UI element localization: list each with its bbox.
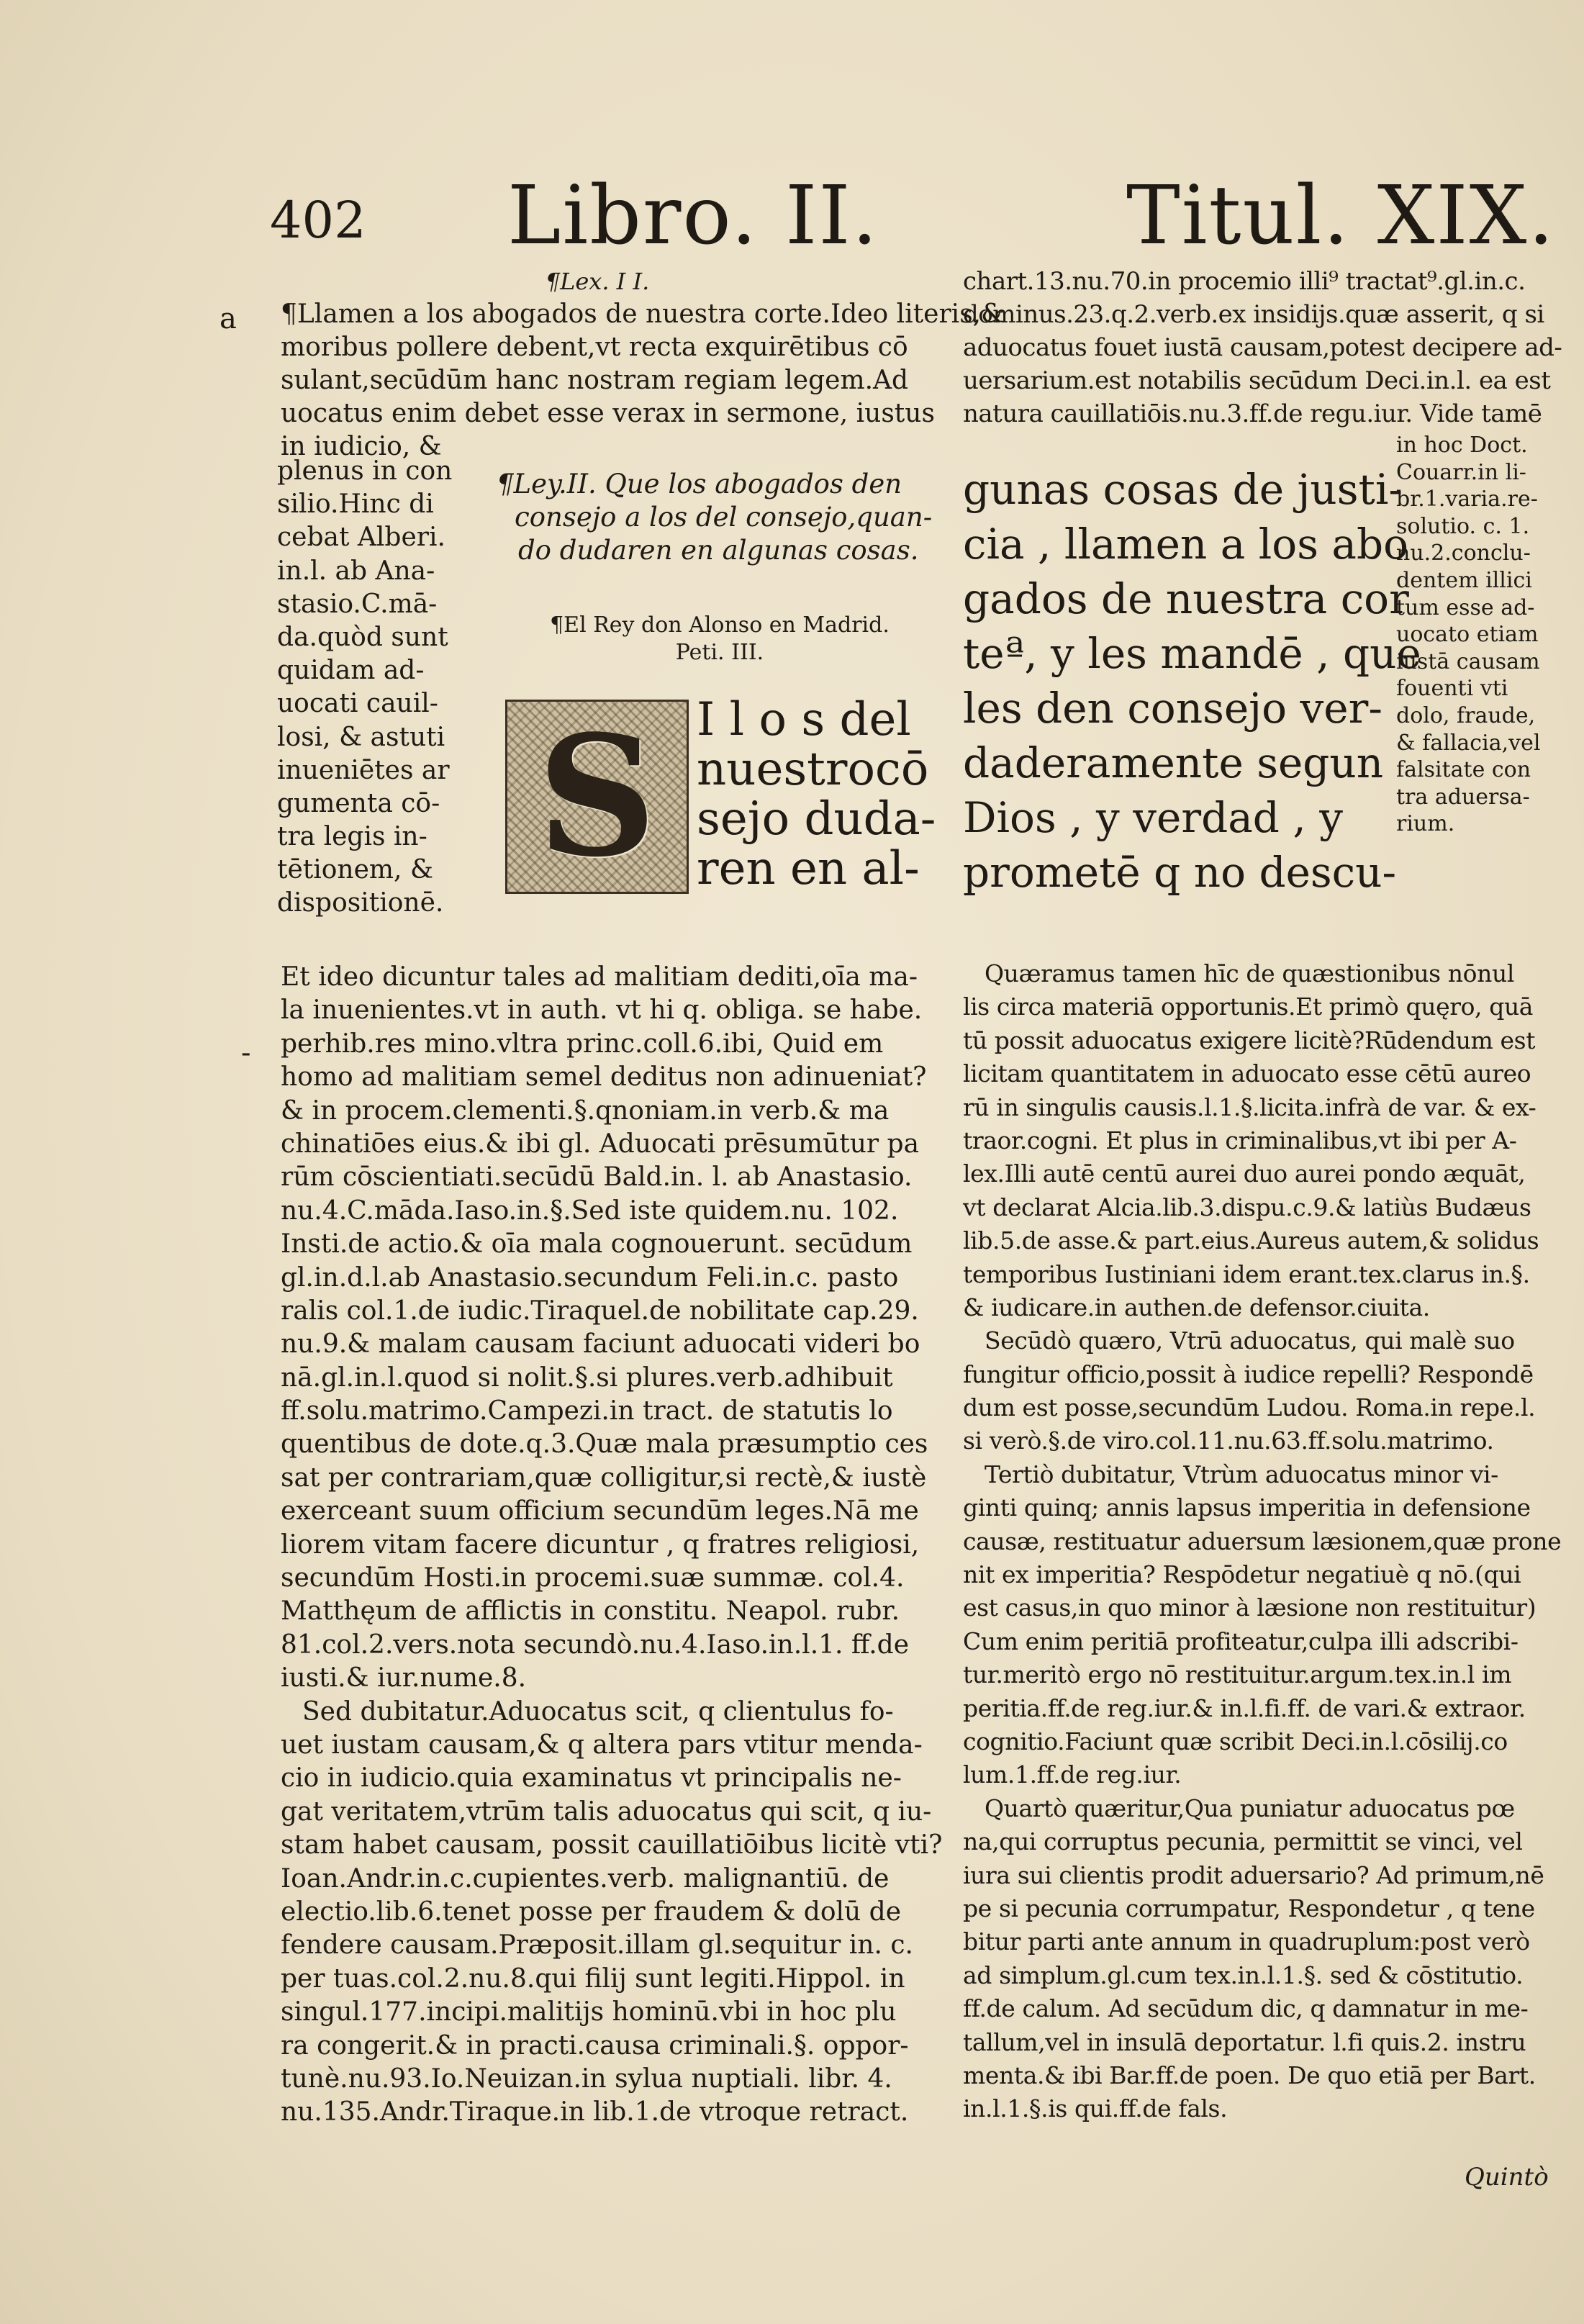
text-line: tur.meritò ergo nō restituitur.argum.tex.in.l im	[963, 1660, 1512, 1689]
right-column-gloss	[963, 957, 1582, 2126]
text-line: dum est posse,secundūm Ludou. Roma.in repe.l.	[963, 1393, 1536, 1422]
text-line: Secūdò quæro, Vtrū aduocatus, qui malè suo	[985, 1326, 1515, 1355]
text-line: stam habet causam, possit cauillatiōibus licitè vti?	[281, 1830, 943, 1860]
text-line: falsitate con	[1396, 757, 1531, 783]
law-heading-line: consejo a los del consejo,quan-	[515, 502, 933, 533]
text-line: nu.2.conclu-	[1396, 541, 1531, 566]
law-heading-line: ¶Ley.II. Que los abogados den	[497, 469, 902, 499]
law-text-continued	[963, 462, 1421, 900]
title-number: Titul. XIX.	[1126, 169, 1555, 263]
text-line: est casus,in quo minor à læsione non restituitur)	[963, 1593, 1537, 1622]
text-line: chinatiōes eius.& ibi gl. Aduocati prēsumūtur pa	[281, 1129, 920, 1159]
text-line: ff.de calum. Ad secūdum dic, q damnatur in me-	[963, 1994, 1529, 2023]
text-line: iura sui clientis prodit aduersario? Ad primum,nē	[963, 1860, 1544, 1889]
text-line: tunè.nu.93.Io.Neuizan.in sylua nuptiali. libr. 4.	[281, 2063, 892, 2094]
text-line: natura cauillatiōis.nu.3.ff.de regu.iur. Vide tamē	[963, 399, 1542, 428]
text-line: uocati cauil-	[277, 689, 438, 719]
law-text-line: prometē q no descu-	[963, 848, 1397, 897]
text-line: nā.gl.in.l.quod si nolit.§.si plures.verb.adhibuit	[281, 1362, 893, 1393]
text-line: Ioan.Andr.in.c.cupientes.verb. malignantiū. de	[281, 1863, 890, 1894]
text-line: in.l.1.§.is qui.ff.de fals.	[963, 2094, 1228, 2123]
margin-note-letter: a	[220, 302, 237, 335]
text-line: sat per contrariam,quæ colligitur,si rectè,& iustè	[281, 1462, 927, 1493]
text-line: stasio.C.mā-	[277, 589, 438, 619]
law-text-opening	[697, 693, 936, 895]
text-line: Matthęum de afflictis in constitu. Neapol. rubr.	[281, 1596, 900, 1627]
text-line: inueniētes ar	[277, 755, 450, 785]
margin-mark: -	[241, 1036, 251, 1070]
text-line: losi, & astuti	[277, 722, 445, 752]
law-text-line: Dios , y verdad , y	[963, 793, 1343, 842]
text-line: iustā causam	[1396, 648, 1540, 674]
text-line: fouenti vti	[1396, 676, 1508, 702]
text-line: dentem illici	[1396, 567, 1532, 593]
text-line: perhib.res mino.vltra princ.coll.6.ibi, Quid em	[281, 1028, 884, 1059]
law-text-line: I l o s del	[697, 693, 911, 746]
text-line: la inuenientes.vt in auth. vt hi q. obliga. se habe.	[281, 995, 923, 1026]
text-line: 81.col.2.vers.nota secundò.nu.4.Iaso.in.l.1. ff.de	[281, 1629, 910, 1660]
text-line: silio.Hinc di	[277, 489, 434, 520]
text-line: Couarr.in li-	[1396, 459, 1526, 485]
text-line: in iudicio, &	[281, 432, 442, 461]
text-line: uocatus enim debet esse verax in sermone, iustus	[281, 399, 935, 428]
text-line: tallum,vel in insulā deportatur. l.fi quis.2. instru	[963, 2027, 1526, 2056]
text-line: gat veritatem,vtrūm talis aduocatus qui scit, q iu-	[281, 1796, 932, 1827]
text-line: dispositionē.	[277, 888, 444, 918]
law-text-line: sejo duda-	[697, 792, 936, 846]
left-column-gloss-top	[281, 265, 1005, 464]
left-gloss-narrow	[277, 455, 475, 921]
text-line: cebat Alberi.	[277, 523, 445, 553]
text-line: lex.Illi autē centū aurei duo aurei pondo æquāt,	[963, 1159, 1526, 1188]
text-line: iusti.& iur.nume.8.	[281, 1663, 527, 1694]
catchword: Quintò	[1465, 2163, 1549, 2192]
text-line: aduocatus fouet iustā causam,potest decipere ad-	[963, 333, 1562, 362]
text-line: causæ, restituatur aduersum læsionem,quæ prone	[963, 1527, 1562, 1555]
text-line: cio in iudicio.quia examinatus vt principalis ne-	[281, 1763, 902, 1794]
text-line: tū possit aduocatus exigere licitè?Rūdendum est	[963, 1026, 1536, 1054]
text-line: vt declarat Alcia.lib.3.dispu.c.9.& latiùs Budæus	[963, 1193, 1531, 1221]
text-line: pe si pecunia corrumpatur, Respondetur , q tene	[963, 1894, 1535, 1922]
text-line: lib.5.de asse.& part.eius.Aureus autem,& solidus	[963, 1226, 1539, 1255]
text-line: ad simplum.gl.cum tex.in.l.1.§. sed & cōstitutio.	[963, 1961, 1524, 1989]
text-line: da.quòd sunt	[277, 622, 448, 652]
text-line: ¶Llamen a los abogados de nuestra corte.Ideo literis,&	[281, 299, 1005, 329]
law-text-line: gunas cosas de justi-	[963, 465, 1403, 514]
text-line: lis circa materiā opportunis.Et primò quęro, quā	[963, 993, 1534, 1021]
text-line: quentibus de dote.q.3.Quæ mala præsumptio ces	[281, 1429, 928, 1460]
text-line: rūm cōscientiati.secūdū Bald.in. l. ab Anastasio.	[281, 1162, 913, 1193]
text-line: per tuas.col.2.nu.8.qui filij sunt legiti.Hippol. in	[281, 1963, 905, 1994]
text-line: Cum enim peritiā profiteatur,culpa illi adscribi-	[963, 1627, 1519, 1655]
text-line: electio.lib.6.tenet posse per fraudem & dolū de	[281, 1896, 902, 1927]
law-text-line: daderamente segun	[963, 738, 1384, 787]
text-line: uocato etiam	[1396, 622, 1539, 648]
text-line: Quartò quæritur,Qua puniatur aduocatus pœ	[985, 1794, 1515, 1822]
text-line: dominus.23.q.2.verb.ex insidijs.quæ asserit, q si	[963, 300, 1544, 329]
text-line: bitur parti ante annum in quadruplum:post verò	[963, 1927, 1530, 1956]
text-line: na,qui corruptus pecunia, permittit se vinci, vel	[963, 1827, 1523, 1856]
law-heading	[497, 468, 933, 567]
text-line: gumenta cō-	[277, 788, 440, 818]
text-line: Et ideo dicuntur tales ad malitiam dediti,oīa ma-	[281, 962, 918, 992]
law-text-line: nuestrocō	[697, 743, 929, 796]
text-line: quidam ad-	[277, 656, 425, 686]
text-line: ra congerit.& in practi.causa criminali.§. oppor-	[281, 2030, 909, 2061]
text-line: br.1.varia.re-	[1396, 487, 1538, 512]
text-line: chart.13.nu.70.in procemio illi⁹ tractat⁹.gl.in.c.	[963, 267, 1526, 296]
text-line: secundūm Hosti.in procemi.suæ summæ. col.4.	[281, 1563, 905, 1593]
text-line: fungitur officio,possit à iudice repelli? Respondē	[963, 1360, 1534, 1388]
text-line: liorem vitam facere dicuntur , q fratres religiosi,	[281, 1529, 920, 1560]
text-line: Quæramus tamen hīc de quæstionibus nōnul	[985, 959, 1514, 987]
text-line: singul.177.incipi.malitijs hominū.vbi in hoc plu	[281, 1997, 897, 2027]
text-line: si verò.§.de viro.col.11.nu.63.ff.solu.matrimo.	[963, 1426, 1494, 1455]
text-line: tētionem, &	[277, 855, 433, 885]
right-gloss-narrow	[1396, 432, 1565, 838]
page-number: 402	[270, 191, 366, 250]
text-line: uet iustam causam,& q altera pars vtitur menda-	[281, 1730, 923, 1760]
text-line: tra legis in-	[277, 822, 427, 852]
left-column-gloss	[281, 961, 943, 2130]
text-line: cognitio.Faciunt quæ scribit Deci.in.l.cōsilij.co	[963, 1727, 1508, 1755]
text-line: solutio. c. 1.	[1396, 513, 1530, 539]
text-line: ff.solu.matrimo.Campezi.in tract. de statutis lo	[281, 1396, 893, 1426]
initial-letter: S	[537, 700, 657, 894]
text-line: moribus pollere debent,vt recta exquirētibus cō	[281, 333, 908, 362]
book-title: Libro. II.	[507, 169, 879, 263]
law-source	[518, 612, 921, 666]
lex-heading: ¶Lex. I I.	[545, 268, 650, 295]
text-line: Sed dubitatur.Aduocatus scit, q clientulus fo-	[302, 1696, 894, 1727]
text-line: traor.cogni. Et plus in criminalibus,vt ibi per A-	[963, 1126, 1517, 1154]
decorated-initial	[505, 700, 689, 894]
text-line: menta.& ibi Bar.ff.de poen. De quo etiā per Bart.	[963, 2061, 1536, 2089]
text-line: nu.9.& malam causam faciunt aduocati videri bo	[281, 1329, 920, 1360]
law-text-line: les den consejo ver-	[963, 684, 1382, 733]
text-line: uersarium.est notabilis secūdum Deci.in.l. ea est	[963, 366, 1551, 395]
text-line: homo ad malitiam semel deditus non adinueniat?	[281, 1062, 927, 1093]
text-line: & iudicare.in authen.de defensor.ciuita.	[963, 1293, 1430, 1321]
law-text-line: teª, y les mandē , que	[963, 629, 1421, 678]
text-line: rū in singulis causis.l.1.§.licita.infrà de var. & ex-	[963, 1093, 1537, 1121]
text-line: exerceant suum officium secundūm leges.Nā me	[281, 1496, 919, 1527]
text-line: nu.135.Andr.Tiraque.in lib.1.de vtroque retract.	[281, 2097, 909, 2128]
text-line: rium.	[1396, 811, 1455, 837]
running-header	[0, 169, 1584, 263]
text-line: & in procem.clementi.§.qnoniam.in verb.& ma	[281, 1095, 890, 1126]
source-line: Peti. III.	[675, 640, 764, 665]
text-line: & fallacia,vel	[1396, 730, 1541, 756]
text-line: nit ex imperitia? Respōdetur negatiuè q nō.(qui	[963, 1560, 1521, 1589]
text-line: lum.1.ff.de reg.iur.	[963, 1760, 1182, 1789]
law-text-line: ren en al-	[697, 842, 920, 895]
law-heading-line: do dudaren en algunas cosas.	[518, 535, 919, 566]
text-line: tum esse ad-	[1396, 594, 1535, 620]
right-column-gloss-top	[963, 265, 1562, 430]
text-line: sulant,secūdūm hanc nostram regiam legem.Ad	[281, 366, 909, 395]
text-line: fendere causam.Præposit.illam gl.sequitur in. c.	[281, 1930, 913, 1961]
text-line: dolo, fraude,	[1396, 702, 1536, 728]
text-line: gl.in.d.l.ab Anastasio.secundum Feli.in.c. pasto	[281, 1262, 899, 1293]
text-line: ginti quinq; annis lapsus imperitia in defensione	[963, 1493, 1531, 1522]
text-line: ralis col.1.de iudic.Tiraquel.de nobilitate cap.29.	[281, 1296, 919, 1326]
text-line: Insti.de actio.& oīa mala cognouerunt. secūdum	[281, 1229, 913, 1260]
text-line: Tertiò dubitatur, Vtrùm aduocatus minor vi-	[985, 1460, 1498, 1488]
text-line: in.l. ab Ana-	[277, 556, 435, 586]
text-line: tra aduersa-	[1396, 784, 1530, 810]
law-text-line: cia , llamen a los abo	[963, 520, 1409, 569]
text-line: plenus in con	[277, 456, 453, 486]
law-text-line: gados de nuestra cor	[963, 574, 1409, 623]
text-line: nu.4.C.māda.Iaso.in.§.Sed iste quidem.nu. 102.	[281, 1195, 899, 1226]
text-line: peritia.ff.de reg.iur.& in.l.fi.ff. de vari.& extraor.	[963, 1694, 1526, 1722]
text-line: licitam quantitatem in aduocato esse cētū aureo	[963, 1059, 1531, 1088]
source-line: ¶El Rey don Alonso en Madrid.	[550, 612, 890, 638]
text-line: temporibus Iustiniani idem erant.tex.clarus in.§.	[963, 1260, 1530, 1288]
text-line: in hoc Doct.	[1396, 433, 1528, 458]
